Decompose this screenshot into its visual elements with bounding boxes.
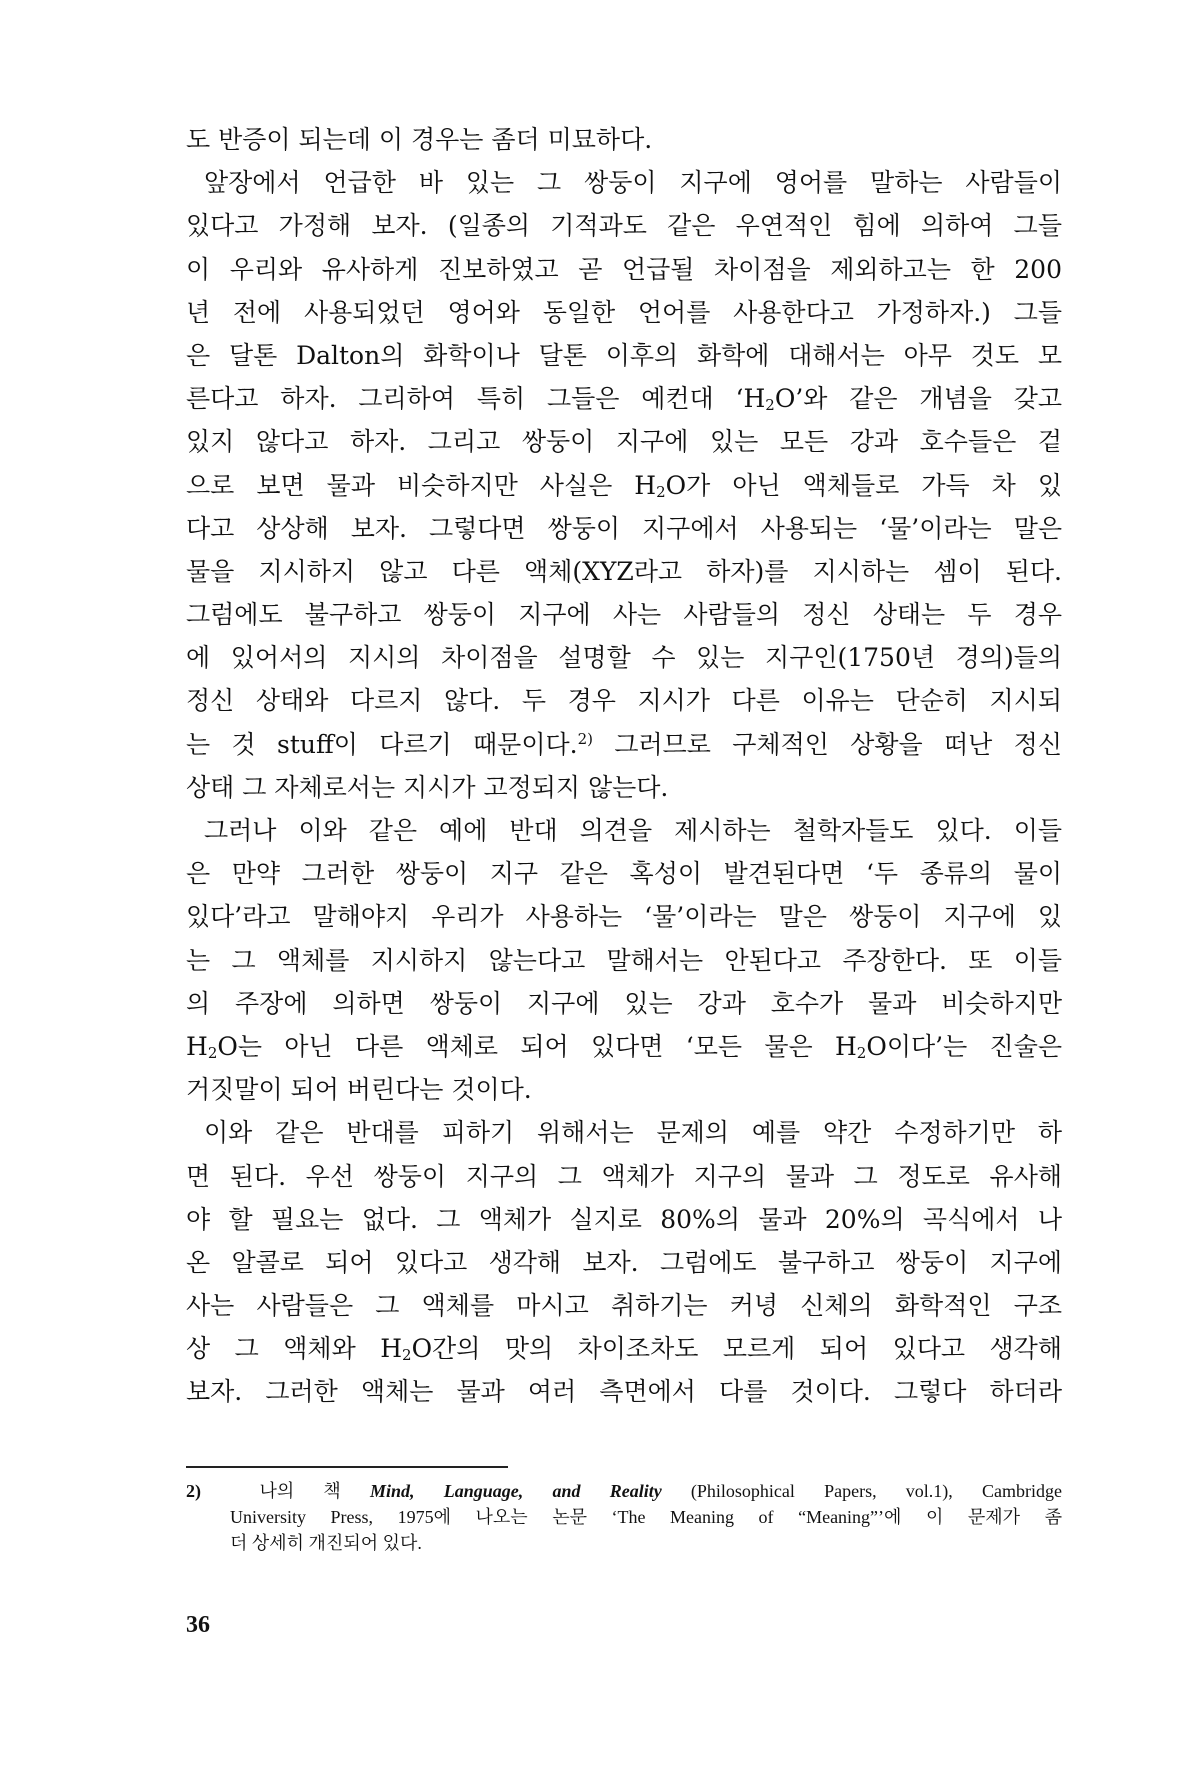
text-line: 그러나 이와 같은 예에 반대 의견을 제시하는 철학자들도 있다. 이들 [204,816,1062,845]
footnote-divider [186,1466,508,1468]
text-segment: O이다’는 진술은 [866,1031,1062,1061]
footnote [186,1478,1062,1556]
text-line [186,377,1062,420]
page-number: 36 [186,1612,210,1638]
text-segment: O간의 맛의 차이조차도 모르게 되어 있다고 생각해 [411,1334,1062,1364]
footnote-text: (Philosophical Papers, vol.1), Cambridge [661,1481,1062,1501]
subscript: 2 [856,1043,867,1062]
footnote-ref: 2) [577,729,593,748]
text-line: 야 할 필요는 없다. 그 액체가 실지로 80%의 물과 20%의 곡식에서 나 [186,1204,1062,1234]
text-segment: 상 그 액체와 H [186,1334,403,1364]
text-line: 의 주장에 의하면 쌍둥이 지구에 있는 강과 호수가 물과 비슷하지만 [186,988,1062,1018]
text-line [186,464,1062,507]
text-line: 이 우리와 유사하게 진보하였고 곧 언급될 차이점을 제외하고는 한 200 [186,254,1062,284]
text-line: 정신 상태와 다르지 않다. 두 경우 지시가 다른 이유는 단순히 지시되 [186,686,1062,716]
text-segment: O’와 같은 개념을 갖고 [774,384,1062,414]
text-line: 면 된다. 우선 쌍둥이 지구의 그 액체가 지구의 물과 그 정도로 유사해 [186,1161,1062,1191]
subscript: 2 [765,396,775,415]
text-line: 은 만약 그러한 쌍둥이 지구 같은 혹성이 발견된다면 ‘두 종류의 물이 [186,859,1062,889]
text-segment: 른다고 하자. 그리하여 특히 그들은 예컨대 ‘H [186,384,766,414]
text-line: 도 반증이 되는데 이 경우는 좀더 미묘하다. [186,125,653,154]
text-line [186,1025,1062,1068]
text-line: 사는 사람들은 그 액체를 마시고 취하기는 커녕 신체의 화학적인 구조 [186,1291,1062,1321]
text-line: 상태 그 자체로서는 지시가 고정되지 않는다. [186,772,669,802]
text-line: 있지 않다고 하자. 그리고 쌍둥이 지구에 있는 모든 강과 호수들은 겉 [186,427,1062,457]
text-line: 온 알콜로 되어 있다고 생각해 보자. 그럼에도 불구하고 쌍둥이 지구에 [186,1247,1062,1277]
subscript: 2 [656,482,666,501]
text-line: 거짓말이 되어 버린다는 것이다. [186,1075,532,1105]
text-segment: 으로 보면 물과 비슷하지만 사실은 H [186,470,657,500]
text-line: 다고 상상해 보자. 그렇다면 쌍둥이 지구에서 사용되는 ‘물’이라는 말은 [186,513,1062,543]
text-line: 이와 같은 반대를 피하기 위해서는 문제의 예를 약간 수정하기만 하 [204,1118,1062,1148]
body-text [186,118,1062,1414]
footnote-line: University Press, 1975에 나오는 논문 ‘The Meaning of “Meaning”’에 이 문제가 좀 [230,1507,1062,1527]
text-line: 물을 지시하지 않고 다른 액체(XYZ라고 하자)를 지시하는 셈이 된다. [186,556,1062,586]
text-segment: H [186,1031,208,1061]
text-segment: O는 아닌 다른 액체로 되어 있다면 ‘모든 물은 H [217,1031,857,1061]
text-line [186,1327,1062,1370]
text-line: 그럼에도 불구하고 쌍둥이 지구에 사는 사람들의 정신 상태는 두 경우 [186,600,1062,630]
text-line: 보자. 그러한 액체는 물과 여러 측면에서 다를 것이다. 그렇다 하더라 [186,1377,1062,1407]
text-line: 년 전에 사용되었던 영어와 동일한 언어를 사용한다고 가정하자.) 그들 [186,297,1062,327]
footnote-text: 나의 책 [259,1481,371,1501]
subscript: 2 [402,1346,412,1365]
footnote-line: 더 상세히 개진되어 있다. [230,1533,422,1553]
text-segment: O가 아닌 액체들로 가득 차 있 [665,470,1062,500]
text-line: 는 그 액체를 지시하지 않는다고 말해서는 안된다고 주장한다. 또 이들 [186,945,1062,975]
text-line: 앞장에서 언급한 바 있는 그 쌍둥이 지구에 영어를 말하는 사람들이 [204,168,1062,198]
text-line: 있다고 가정해 보자. (일종의 기적과도 같은 우연적인 힘에 의하여 그들 [186,211,1062,241]
text-line: 있다’라고 말해야지 우리가 사용하는 ‘물’이라는 말은 쌍둥이 지구에 있 [186,902,1062,932]
text-segment: 그러므로 구체적인 상황을 떠난 정신 [592,729,1062,759]
footnote-line [186,1478,1062,1504]
text-line [186,723,1062,766]
subscript: 2 [207,1043,218,1062]
text-line: 은 달톤 Dalton의 화학이나 달톤 이후의 화학에 대해서는 아무 것도 모 [186,340,1062,370]
footnote-number: 2) [186,1481,201,1501]
text-line: 에 있어서의 지시의 차이점을 설명할 수 있는 지구인(1750년 경의)들의 [186,643,1062,673]
text-segment: 는 것 stuff이 다르기 때문이다. [186,729,578,759]
footnote-book-title: Mind, Language, and Reality [370,1481,662,1501]
